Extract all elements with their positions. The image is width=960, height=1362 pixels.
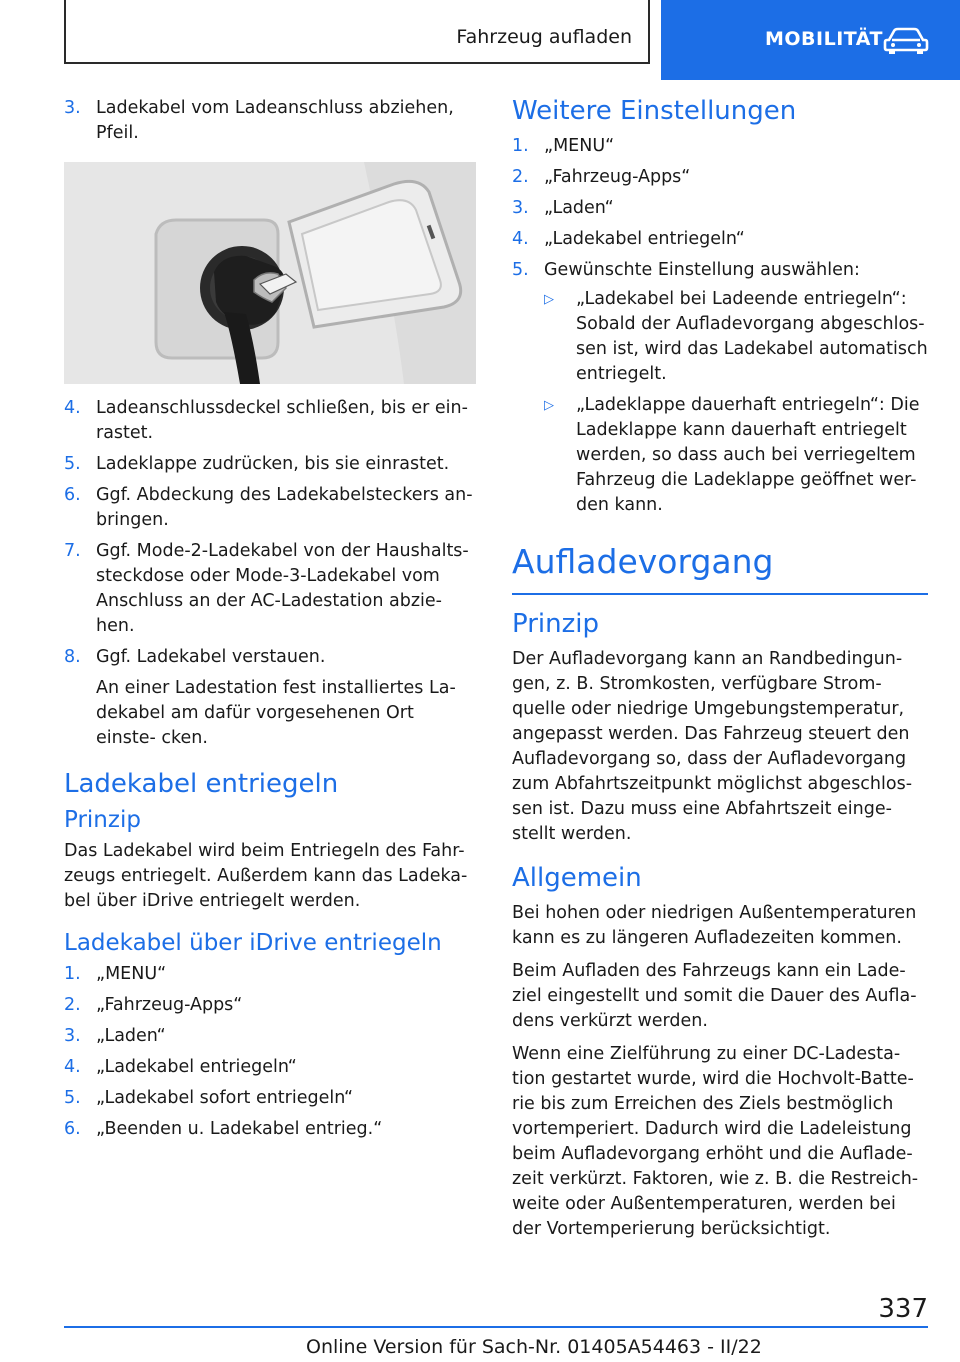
list-item: 3. „Laden“ (512, 198, 614, 218)
list-item: 3. „Laden“ (64, 1026, 166, 1046)
left-column (64, 96, 476, 1148)
list-item: 7. Ggf. Mode-2-Ladekabel von der Haushalts- steckdose oder Mode-3-Ladekabel vom Anschluss an der AC-Ladestation abzie- hen. (64, 541, 469, 636)
paragraph-prinzip-right: Der Aufladevorgang kann an Randbedingun- gen, z. B. Stromkosten, verfügbare Strom- quelle oder niedrige Umgebungstemperatur, angepasst werden. Das Fahrzeug steuert den Aufladevorgang so, dass der Aufladevorgang zum Abfahrtszeitpunkt möglichst abgeschlos- sen ist. Dazu muss eine Abfahrtszeit einge- stellt werden. (512, 649, 913, 844)
list-item: 2. „Fahrzeug-Apps“ (512, 167, 691, 187)
heading-prinzip-right: Prinzip (512, 609, 599, 639)
list-item: 1. „MENU“ (512, 136, 615, 156)
section-title: MOBILITÄT (765, 28, 883, 50)
list-item: 8. Ggf. Ladekabel verstauen. An einer Ladestation fest installiertes La- dekabel am dafür vorgesehenen Ort einste- cken. (64, 645, 476, 751)
list-item: 4. „Ladekabel entriegeln“ (64, 1057, 297, 1077)
idrive-steps-list (64, 962, 476, 1142)
list-item: 2. „Fahrzeug-Apps“ (64, 995, 243, 1015)
list-item: 6. „Beenden u. Ladekabel entrieg.“ (64, 1119, 383, 1139)
weitere-steps-list (512, 134, 928, 518)
list-item: 5. „Ladekabel sofort entriegeln“ (64, 1088, 354, 1108)
steps-list-a (64, 96, 476, 146)
paragraph-prinzip: Das Ladekabel wird beim Entriegeln des Fahr- zeugs entriegelt. Außerdem kann das Ladeka- bel über iDrive entriegelt werden. (64, 841, 468, 911)
list-item: 4. „Ladekabel entriegeln“ (512, 229, 745, 249)
list-item: 5. Ladeklappe zudrücken, bis sie einrastet. (64, 454, 450, 474)
charging-port-photo (64, 162, 476, 384)
footer-divider (64, 1326, 928, 1328)
option-item: ▷ „Ladeklappe dauerhaft entriegeln“: Die Ladeklappe kann dauerhaft entriegelt werden, so dass auch bei verriegeltem Fahrzeug die Ladeklappe geöffnet wer- den kann. (544, 395, 920, 515)
triangle-bullet-icon: ▷ (544, 398, 554, 413)
option-item: ▷ „Ladekabel bei Ladeende entriegeln“: Sobald der Aufladevorgang abgeschlos- sen ist, wird das Ladekabel automatisch entriegelt. (544, 289, 928, 384)
heading-weitere-einstellungen: Weitere Einstellungen (512, 96, 797, 126)
footer-online-version: Online Version für Sach-Nr. 01405A54463 - II/22 (306, 1336, 762, 1358)
heading-allgemein: Allgemein (512, 863, 642, 893)
list-item: 3. Ladekabel vom Ladeanschluss abziehen, Pfeil. (64, 98, 454, 143)
section-header-tab (661, 0, 960, 80)
list-item: 4. Ladeanschlussdeckel schließen, bis er ein- rastet. (64, 398, 468, 443)
heading-ladekabel-entriegeln: Ladekabel entriegeln (64, 769, 339, 799)
heading-idrive: Ladekabel über iDrive entriegeln (64, 930, 442, 956)
list-item: 5. Gewünschte Einstellung auswählen: ▷ „Ladekabel bei Ladeende entriegeln“: Sobald der Aufladevorgang abgeschlos- sen ist, wird das Ladekabel automatisch entriegelt. ▷ „Ladeklappe dauerhaft entriegeln“: Die Ladeklappe kann dauerhaft entriegelt werden, so dass auch bei verriegeltem Fahrzeug die Ladeklappe geöffnet wer- den kann. (512, 258, 928, 518)
page-number: 337 (878, 1294, 928, 1324)
step-note: An einer Ladestation fest installiertes La- dekabel am dafür vorgesehenen Ort einste- cken. (96, 678, 456, 748)
paragraph-allgemein-3: Wenn eine Zielführung zu einer DC-Ladesta- tion gestartet wurde, wird die Hochvolt-Batte- rie bis zum Erreichen des Ziels bestmöglich vortemperiert. Dadurch wird die Ladeleistung beim Aufladevorgang erhöht und die Auflade- zeit verkürzt. Faktoren, wie z. B. die Restreich- weite oder Außentemperaturen, werden bei der Vortemperierung berücksichtigt. (512, 1044, 919, 1239)
list-item: 6. Ggf. Abdeckung des Ladekabelsteckers an- bringen. (64, 485, 473, 530)
paragraph-allgemein-1: Bei hohen oder niedrigen Außentemperaturen kann es zu längeren Aufladezeiten kommen. (512, 903, 917, 948)
heading-aufladevorgang: Aufladevorgang (512, 542, 928, 595)
heading-prinzip: Prinzip (64, 807, 141, 833)
paragraph-allgemein-2: Beim Aufladen des Fahrzeugs kann ein Lade- ziel eingestellt und somit die Dauer des Aufla- dens verkürzt werden. (512, 961, 917, 1031)
chapter-title: Fahrzeug aufladen (456, 26, 632, 48)
steps-list-b (64, 396, 476, 751)
list-item: 1. „MENU“ (64, 964, 167, 984)
options-list (544, 287, 928, 518)
right-column (512, 96, 928, 1250)
triangle-bullet-icon: ▷ (544, 292, 554, 307)
car-icon (883, 26, 929, 54)
chapter-header-box (64, 0, 650, 64)
